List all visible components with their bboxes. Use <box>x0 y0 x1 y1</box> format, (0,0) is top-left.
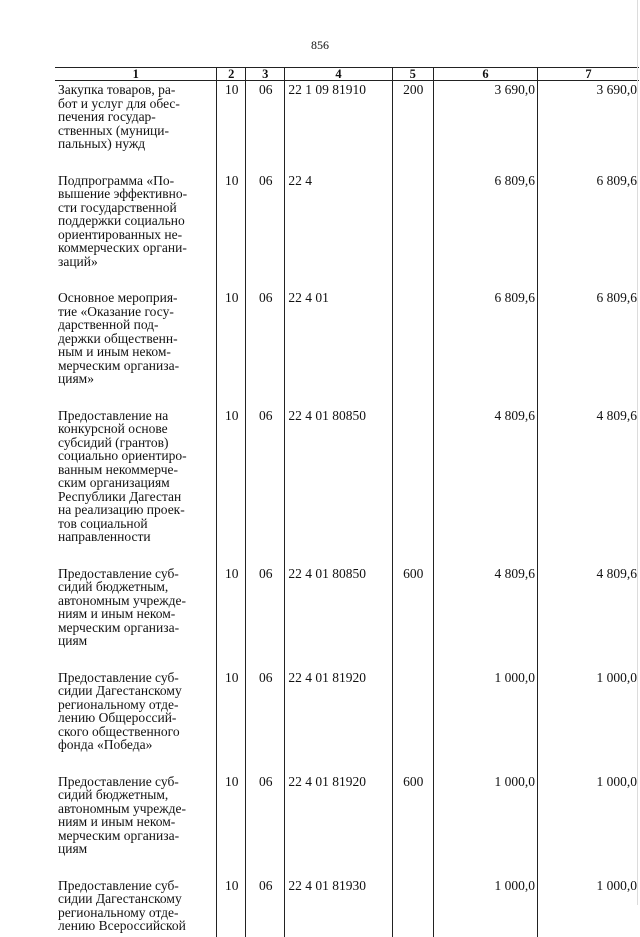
amount-col-6: 4 809,6 <box>434 401 538 559</box>
amount-col-6: 3 690,0 <box>434 81 538 166</box>
amount-col-6: 6 809,6 <box>434 166 538 284</box>
amount-col-6: 1 000,0 <box>434 663 538 767</box>
row-description-line: коммерческих органи- <box>58 240 187 255</box>
table-row <box>55 401 639 559</box>
row-description-line: Предоставление суб- <box>58 773 179 789</box>
subsection-code: 06 <box>246 767 285 871</box>
amount-col-7: 1 000,0 <box>538 663 639 767</box>
row-description-line: субсидий (грантов) <box>58 434 169 450</box>
row-description-line: ориентированных не- <box>58 226 183 242</box>
column-header-2: 2 <box>217 68 246 81</box>
expense-type-code: 200 <box>392 81 433 166</box>
table-row <box>55 81 639 166</box>
section-code: 10 <box>217 663 246 767</box>
row-description-line: Закупка товаров, ра- <box>58 82 176 97</box>
row-description-line: циям» <box>58 371 94 386</box>
budget-table <box>55 67 639 937</box>
row-description-line: автономным учрежде- <box>58 800 186 816</box>
table-body <box>55 81 639 937</box>
row-description-line: региональному отде- <box>58 904 179 920</box>
row-description-line: сти государственной <box>58 199 177 215</box>
row-description <box>55 166 217 284</box>
expense-type-code: 600 <box>392 767 433 871</box>
target-article-code: 22 4 01 81920 <box>285 767 392 871</box>
row-description-line: сидий бюджетным, <box>58 579 169 594</box>
expense-type-code <box>392 283 433 401</box>
row-description-line: мерческим организа- <box>58 827 180 843</box>
row-description-line: автономным учрежде- <box>58 592 186 608</box>
table-row <box>55 283 639 401</box>
row-description-line: тие «Оказание госу- <box>58 303 174 319</box>
row-description-line: ниям и иным неком- <box>58 606 176 621</box>
row-description-line: мерческим организа- <box>58 619 180 635</box>
row-description-line: поддержки социально <box>58 213 185 228</box>
column-header-4: 4 <box>285 68 392 81</box>
row-description-line: Предоставление суб- <box>58 565 179 581</box>
row-description-line: региональному отде- <box>58 696 179 712</box>
subsection-code: 06 <box>246 559 285 663</box>
target-article-code: 22 4 01 80850 <box>285 559 392 663</box>
amount-col-6: 4 809,6 <box>434 559 538 663</box>
row-description-line: пальных) нужд <box>58 136 146 151</box>
row-description-line: дарственной под- <box>58 317 159 332</box>
row-description <box>55 401 217 559</box>
target-article-code: 22 4 01 <box>285 283 392 401</box>
row-description-line: печения государ- <box>58 109 156 124</box>
section-code: 10 <box>217 871 246 937</box>
column-header-6: 6 <box>434 68 538 81</box>
section-code: 10 <box>217 283 246 401</box>
row-description-line: сидий бюджетным, <box>58 787 169 802</box>
row-description-line: конкурсной основе <box>58 421 168 436</box>
amount-col-6: 1 000,0 <box>434 871 538 937</box>
page-number: 856 <box>311 38 329 52</box>
row-description-line: Предоставление суб- <box>58 877 179 893</box>
row-description-line: ским организациям <box>58 475 170 490</box>
section-code: 10 <box>217 401 246 559</box>
row-description-line: вышение эффективно- <box>58 186 188 201</box>
column-header-3: 3 <box>246 68 285 81</box>
target-article-code: 22 1 09 81910 <box>285 81 392 166</box>
row-description-line: сидии Дагестанскому <box>58 683 182 698</box>
row-description <box>55 81 217 166</box>
row-description <box>55 663 217 767</box>
row-description-line: мерческим организа- <box>58 357 180 373</box>
section-code: 10 <box>217 81 246 166</box>
amount-col-7: 4 809,6 <box>538 401 639 559</box>
row-description-line: социально ориентиро- <box>58 448 187 463</box>
table-row <box>55 767 639 871</box>
row-description <box>55 871 217 937</box>
column-header-1: 1 <box>55 68 217 81</box>
table-row <box>55 871 639 937</box>
expense-type-code <box>392 166 433 284</box>
subsection-code: 06 <box>246 283 285 401</box>
row-description-line: ниям и иным неком- <box>58 814 176 829</box>
row-description-line: Основное мероприя- <box>58 290 178 305</box>
expense-type-code <box>392 871 433 937</box>
expense-type-code <box>392 663 433 767</box>
subsection-code: 06 <box>246 871 285 937</box>
target-article-code: 22 4 01 81930 <box>285 871 392 937</box>
row-description-line: ванным некоммерче- <box>58 461 178 477</box>
row-description-line: сидии Дагестанскому <box>58 891 182 906</box>
table-header-row <box>55 68 639 81</box>
table-row <box>55 663 639 767</box>
row-description <box>55 559 217 663</box>
amount-col-7: 6 809,6 <box>538 283 639 401</box>
expense-type-code <box>392 401 433 559</box>
amount-col-6: 6 809,6 <box>434 283 538 401</box>
row-description-line: Республики Дагестан <box>58 488 182 504</box>
row-description-line: фонда «Победа» <box>58 737 153 752</box>
amount-col-7: 1 000,0 <box>538 871 639 937</box>
row-description-line: Подпрограмма «По- <box>58 172 175 188</box>
row-description-line: ственных (муници- <box>58 122 170 138</box>
target-article-code: 22 4 01 81920 <box>285 663 392 767</box>
row-description-line: циям <box>58 841 88 856</box>
amount-col-7: 3 690,0 <box>538 81 639 166</box>
table-row <box>55 166 639 284</box>
target-article-code: 22 4 <box>285 166 392 284</box>
row-description-line: лению Общероссий- <box>58 710 177 725</box>
row-description-line: ным и иным неком- <box>58 344 171 359</box>
row-description-line: на реализацию проек- <box>58 502 185 517</box>
subsection-code: 06 <box>246 401 285 559</box>
row-description <box>55 283 217 401</box>
row-description-line: Предоставление на <box>58 407 169 423</box>
row-description <box>55 767 217 871</box>
row-description-line: циям <box>58 633 88 648</box>
table-row <box>55 559 639 663</box>
row-description-line: тов социальной <box>58 515 148 531</box>
row-description-line: Предоставление суб- <box>58 669 179 685</box>
row-description-line: направленности <box>58 529 151 544</box>
subsection-code: 06 <box>246 663 285 767</box>
row-description-line: бот и услуг для обес- <box>58 95 180 111</box>
row-description-line: держки общественн- <box>58 330 178 346</box>
subsection-code: 06 <box>246 166 285 284</box>
section-code: 10 <box>217 767 246 871</box>
expense-type-code: 600 <box>392 559 433 663</box>
amount-col-7: 6 809,6 <box>538 166 639 284</box>
amount-col-7: 4 809,6 <box>538 559 639 663</box>
row-description-line: ского общественного <box>58 723 180 739</box>
column-header-5: 5 <box>392 68 433 81</box>
row-description-line: заций» <box>58 253 98 269</box>
section-code: 10 <box>217 166 246 284</box>
target-article-code: 22 4 01 80850 <box>285 401 392 559</box>
column-header-7: 7 <box>538 68 639 81</box>
scan-edge-line <box>637 0 638 905</box>
amount-col-6: 1 000,0 <box>434 767 538 871</box>
amount-col-7: 1 000,0 <box>538 767 639 871</box>
subsection-code: 06 <box>246 81 285 166</box>
section-code: 10 <box>217 559 246 663</box>
row-description-line: лению Всероссийской <box>58 918 186 933</box>
